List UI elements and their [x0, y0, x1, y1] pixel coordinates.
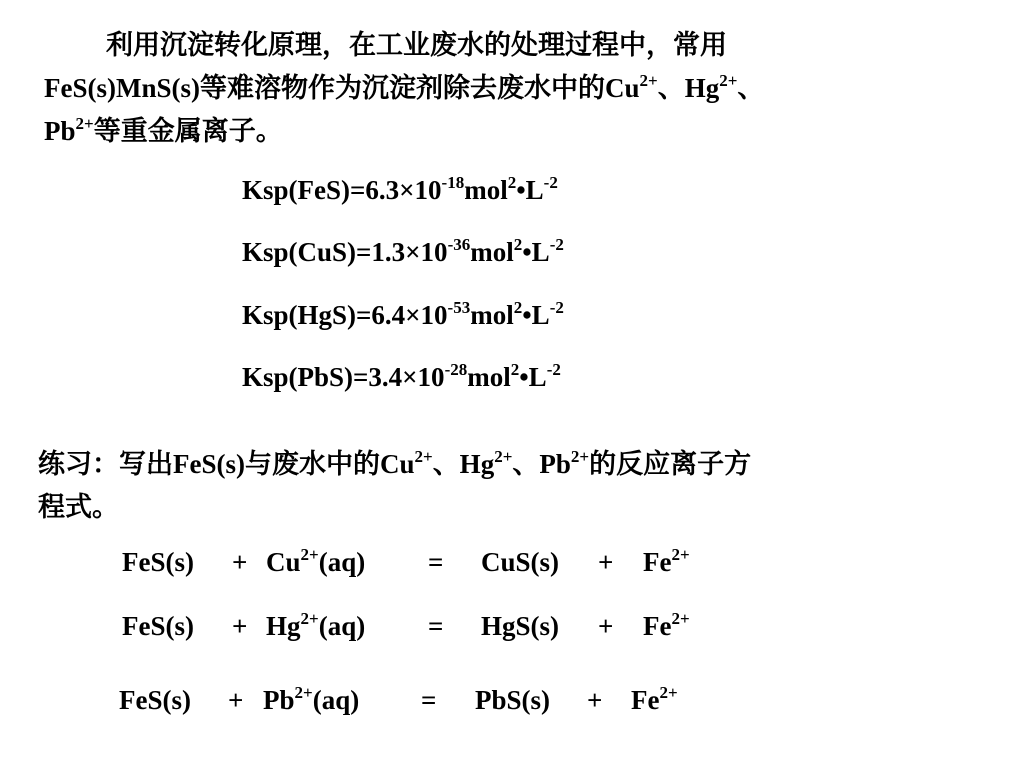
practice-text: 的反应离子方: [589, 449, 752, 479]
ion-charge: 2+: [659, 683, 678, 702]
ksp-exponent: -36: [447, 235, 471, 254]
ksp-unit-exponent: 2: [507, 173, 517, 192]
intro-text: 、: [737, 73, 765, 103]
equation-ion: [266, 545, 365, 579]
ksp-unit-exponent: -2: [549, 298, 564, 317]
ion-state: (aq): [318, 611, 366, 641]
intro-text: 等重金属离子。: [93, 116, 283, 146]
intro-text: Pb: [44, 116, 76, 146]
charge-superscript: 2+: [414, 447, 433, 466]
charge-superscript: 2+: [639, 71, 658, 90]
equation-reactant: FeS(s): [122, 611, 194, 641]
ion-symbol: Cu: [266, 547, 301, 577]
practice-text: 、Hg: [432, 449, 495, 479]
ksp-unit: •L: [522, 300, 550, 330]
ksp-unit-exponent: 2: [513, 235, 523, 254]
ksp-exponent: -28: [444, 360, 468, 379]
practice-line-1: [38, 443, 978, 486]
ion-charge: 2+: [671, 609, 690, 628]
equation-product: PbS(s): [475, 685, 551, 715]
ion-charge: 2+: [294, 683, 313, 702]
equation-equals: =: [428, 611, 444, 641]
ksp-line-hgs: [242, 298, 564, 332]
ksp-unit-exponent: 2: [513, 298, 523, 317]
ion-state: (aq): [312, 685, 360, 715]
equation-equals: =: [421, 685, 437, 715]
ksp-unit: •L: [516, 175, 544, 205]
ksp-line-fes: [242, 173, 558, 207]
ion-symbol: Hg: [266, 611, 301, 641]
ion-symbol: Fe: [631, 685, 660, 715]
practice-text: 练习：写出FeS(s)与废水中的Cu: [38, 449, 415, 479]
ksp-unit-exponent: -2: [543, 173, 558, 192]
equation-plus: +: [232, 547, 248, 577]
ksp-label: Ksp(FeS)=6.3×10: [242, 175, 442, 205]
ksp-unit: mol: [464, 175, 508, 205]
intro-text: 、Hg: [657, 73, 720, 103]
equation-ion: [263, 683, 359, 717]
ksp-exponent: -18: [441, 173, 465, 192]
ksp-label: Ksp(CuS)=1.3×10: [242, 237, 448, 267]
equation-plus: +: [232, 611, 248, 641]
ion-symbol: Pb: [263, 685, 295, 715]
ion-charge: 2+: [300, 545, 319, 564]
intro-text: 利用沉淀转化原理，在工业废水的处理过程中，常用: [106, 30, 727, 60]
equation-plus: +: [228, 685, 244, 715]
ksp-unit-exponent: -2: [549, 235, 564, 254]
ion-symbol: Fe: [643, 547, 672, 577]
charge-superscript: 2+: [719, 71, 738, 90]
intro-paragraph: [44, 24, 984, 153]
intro-line-1: [44, 24, 984, 67]
equation-reactant: FeS(s): [119, 685, 191, 715]
ksp-unit: •L: [522, 237, 550, 267]
equation-plus: +: [598, 547, 614, 577]
equation-product: HgS(s): [481, 611, 560, 641]
equation-product-ion: [631, 683, 678, 717]
intro-line-2: [44, 67, 984, 110]
practice-paragraph: [38, 443, 978, 529]
charge-superscript: 2+: [75, 114, 94, 133]
ion-state: (aq): [318, 547, 366, 577]
ion-charge: 2+: [671, 545, 690, 564]
intro-text: FeS(s)MnS(s)等难溶物作为沉淀剂除去废水中的Cu: [44, 73, 640, 103]
equation-product-ion: [643, 609, 690, 643]
ksp-unit: mol: [470, 237, 514, 267]
practice-text: 程式。: [38, 492, 119, 522]
ksp-unit: •L: [519, 362, 547, 392]
equation-equals: =: [428, 547, 444, 577]
ksp-line-pbs: [242, 360, 561, 394]
ion-charge: 2+: [300, 609, 319, 628]
equation-product: CuS(s): [481, 547, 560, 577]
ksp-unit-exponent: 2: [510, 360, 520, 379]
equation-plus: +: [587, 685, 603, 715]
practice-text: 、Pb: [512, 449, 571, 479]
ksp-unit-exponent: -2: [546, 360, 561, 379]
ksp-label: Ksp(HgS)=6.4×10: [242, 300, 448, 330]
ksp-exponent: -53: [447, 298, 471, 317]
equation-reactant: FeS(s): [122, 547, 194, 577]
ksp-label: Ksp(PbS)=3.4×10: [242, 362, 445, 392]
equation-product-ion: [643, 545, 690, 579]
equation-ion: [266, 609, 365, 643]
ksp-line-cus: [242, 235, 564, 269]
charge-superscript: 2+: [494, 447, 513, 466]
charge-superscript: 2+: [570, 447, 590, 466]
ksp-unit: mol: [470, 300, 514, 330]
ksp-unit: mol: [467, 362, 511, 392]
practice-line-2: [38, 486, 978, 529]
equation-plus: +: [598, 611, 614, 641]
ion-symbol: Fe: [643, 611, 672, 641]
intro-line-3: [44, 110, 984, 153]
